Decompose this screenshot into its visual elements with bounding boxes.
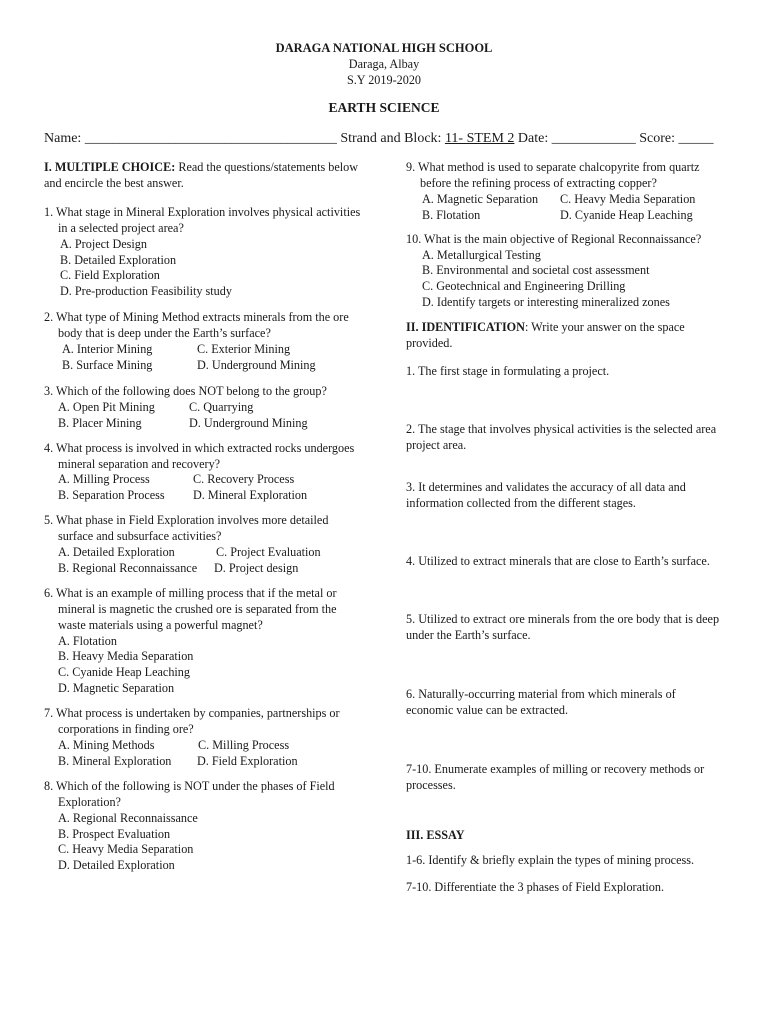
option-a: A. Magnetic Separation bbox=[422, 191, 539, 206]
question-8 bbox=[44, 779, 364, 874]
option-a: A. Regional Reconnaissance bbox=[58, 810, 198, 825]
option-c: C. Field Exploration bbox=[60, 268, 160, 283]
score-blank: _____ bbox=[678, 131, 714, 146]
option-a: A. Detailed Exploration bbox=[58, 545, 175, 560]
option-b: B. Prospect Evaluation bbox=[58, 826, 171, 841]
id-item-6: 6. Naturally-occurring material from which minerals of economic value can be extracted. bbox=[406, 686, 676, 717]
part2-heading: II. IDENTIFICATION bbox=[406, 320, 525, 335]
part2-instruction: : Write your answer on the space provided. bbox=[406, 320, 685, 351]
option-b: B. Detailed Exploration bbox=[60, 252, 177, 267]
question-7 bbox=[44, 706, 364, 770]
option-a: A. Metallurgical Testing bbox=[422, 247, 541, 262]
part1-instructions bbox=[44, 160, 364, 192]
option-b: B. Environmental and societal cost assessment bbox=[422, 263, 650, 278]
question-stem: 3. Which of the following does NOT belong to the group? bbox=[44, 383, 327, 398]
school-year: S.Y 2019-2020 bbox=[346, 73, 422, 87]
question-stem: 7. What process is undertaken by companies, partnerships or corporations in finding ore? bbox=[44, 706, 340, 737]
question-stem: 8. Which of the following is NOT under the phases of Field Exploration? bbox=[44, 778, 335, 809]
option-d: D. Cyanide Heap Leaching bbox=[560, 207, 693, 222]
option-b: B. Regional Reconnaissance bbox=[58, 560, 198, 575]
subject-title: EARTH SCIENCE bbox=[328, 100, 440, 115]
question-stem: 1. What stage in Mineral Exploration involves physical activities in a selected project area? bbox=[44, 204, 361, 235]
question-2 bbox=[44, 310, 364, 374]
school-address: Daraga, Albay bbox=[348, 57, 420, 71]
option-b: B. Separation Process bbox=[58, 488, 165, 503]
score-label: Score: bbox=[635, 131, 679, 146]
option-d: D. Mineral Exploration bbox=[193, 488, 308, 503]
name-label: Name: bbox=[44, 131, 85, 146]
option-a: A. Mining Methods bbox=[58, 738, 155, 752]
id-item-3: 3. It determines and validates the accuracy of all data and information collected from the different stages. bbox=[406, 479, 686, 510]
option-d: D. Pre-production Feasibility study bbox=[60, 284, 232, 299]
option-a: A. Milling Process bbox=[58, 472, 150, 487]
id-item-5: 5. Utilized to extract ore minerals from the ore body that is deep under the Earth’s surface. bbox=[406, 611, 720, 642]
option-d: D. Field Exploration bbox=[197, 753, 298, 768]
option-b: B. Mineral Exploration bbox=[58, 753, 172, 768]
question-stem: 4. What process is involved in which extracted rocks undergoes mineral separation and recovery? bbox=[44, 440, 355, 471]
question-stem: 5. What phase in Field Exploration involves more detailed surface and subsurface activities? bbox=[44, 513, 329, 544]
option-c: C. Recovery Process bbox=[193, 472, 295, 487]
option-b: B. Placer Mining bbox=[58, 415, 142, 430]
option-c: C. Quarrying bbox=[189, 399, 254, 414]
part3-heading: III. ESSAY bbox=[406, 827, 465, 842]
option-c: C. Milling Process bbox=[198, 738, 290, 752]
option-d: D. Project design bbox=[214, 560, 299, 575]
option-c: C. Exterior Mining bbox=[197, 342, 291, 357]
question-9 bbox=[406, 160, 726, 224]
option-d: D. Underground Mining bbox=[189, 415, 308, 430]
option-c: C. Geotechnical and Engineering Drilling bbox=[422, 279, 626, 294]
question-3 bbox=[44, 384, 364, 432]
option-d: D. Identify targets or interesting mineralized zones bbox=[422, 295, 670, 310]
option-c: C. Cyanide Heap Leaching bbox=[58, 665, 190, 680]
strand-value: 11- STEM 2 bbox=[444, 131, 515, 146]
option-a: A. Project Design bbox=[60, 236, 147, 251]
essay-item-2: 7-10. Differentiate the 3 phases of Field Exploration. bbox=[406, 879, 665, 894]
question-1 bbox=[44, 205, 364, 300]
option-a: A. Flotation bbox=[58, 633, 117, 648]
student-info-line bbox=[44, 131, 734, 147]
question-stem: 2. What type of Mining Method extracts minerals from the ore body that is deep under the Earth’s surface? bbox=[44, 310, 349, 341]
id-item-1: 1. The first stage in formulating a project. bbox=[406, 363, 610, 378]
option-a: A. Open Pit Mining bbox=[58, 399, 155, 414]
option-d: D. Magnetic Separation bbox=[58, 681, 175, 696]
id-item-7: 7-10. Enumerate examples of milling or recovery methods or processes. bbox=[406, 761, 705, 792]
school-name: DARAGA NATIONAL HIGH SCHOOL bbox=[275, 41, 493, 55]
question-stem: 10. What is the main objective of Regional Reconnaissance? bbox=[406, 231, 702, 246]
question-stem: 9. What method is used to separate chalcopyrite from quartz before the refining process of extracting copper? bbox=[406, 160, 700, 190]
option-c: C. Project Evaluation bbox=[216, 545, 321, 560]
option-b: B. Surface Mining bbox=[62, 357, 153, 372]
strand-label: Strand and Block: bbox=[336, 131, 445, 146]
option-c: C. Heavy Media Separation bbox=[560, 191, 696, 206]
part2-instructions bbox=[406, 320, 726, 352]
id-item-2: 2. The stage that involves physical activities is the selected area project area. bbox=[406, 421, 717, 452]
option-b: B. Flotation bbox=[422, 207, 481, 222]
question-5 bbox=[44, 513, 364, 577]
part1-heading: I. MULTIPLE CHOICE: bbox=[44, 160, 176, 174]
left-column bbox=[44, 160, 364, 880]
option-d: D. Underground Mining bbox=[197, 357, 316, 372]
right-column bbox=[406, 160, 726, 904]
date-label: Date: bbox=[514, 131, 552, 146]
question-6 bbox=[44, 586, 364, 697]
option-a: A. Interior Mining bbox=[62, 342, 153, 357]
part1-instruction: Read the questions/statements below and encircle the best answer. bbox=[44, 160, 359, 190]
question-10 bbox=[406, 232, 726, 312]
option-d: D. Detailed Exploration bbox=[58, 858, 175, 873]
name-blank: ____________________________________ bbox=[84, 131, 337, 146]
id-item-4: 4. Utilized to extract minerals that are close to Earth’s surface. bbox=[406, 553, 710, 568]
date-blank: ____________ bbox=[551, 131, 636, 146]
question-stem: 6. What is an example of milling process that if the metal or mineral is magnetic the crushed ore is separated from the waste materials using a powerful magnet? bbox=[44, 585, 337, 632]
question-4 bbox=[44, 441, 364, 505]
option-c: C. Heavy Media Separation bbox=[58, 842, 194, 857]
option-b: B. Heavy Media Separation bbox=[58, 649, 194, 664]
essay-item-1: 1-6. Identify & briefly explain the types of mining process. bbox=[406, 852, 695, 867]
